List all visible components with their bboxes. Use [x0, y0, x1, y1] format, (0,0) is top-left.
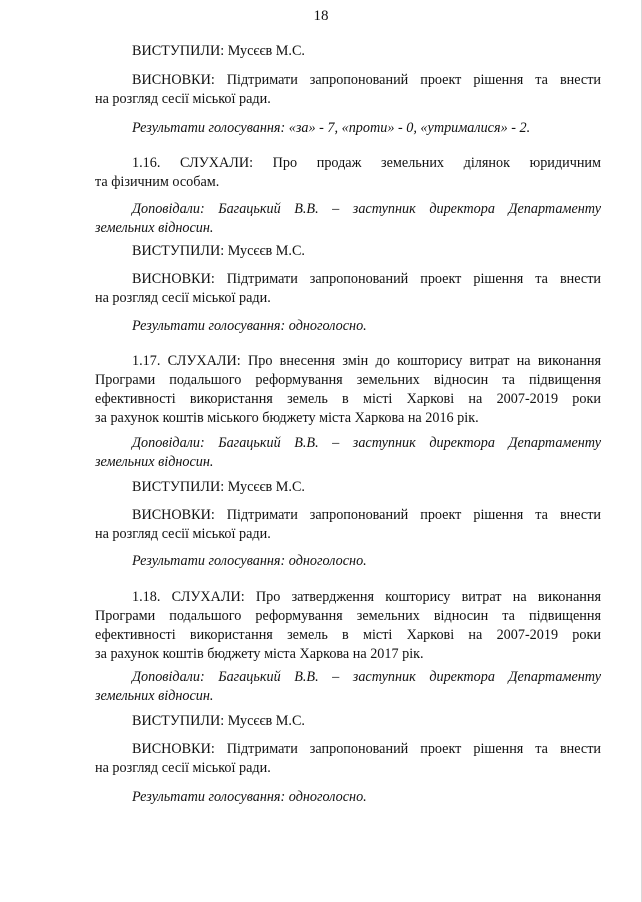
- speakers-text: ВИСТУПИЛИ: Мусєєв М.С.: [132, 713, 305, 729]
- conclusions-paragraph: [95, 270, 601, 308]
- heard-line: та фізичним особам.: [95, 174, 220, 190]
- vote-result: [95, 788, 601, 807]
- heard-line: 1.17. СЛУХАЛИ: Про внесення змін до кошторису витрат на виконання: [132, 353, 601, 369]
- reporter-line: Доповідали: Багацький В.В. – заступник директора Департаменту: [132, 669, 601, 685]
- conclusions-line: ВИСНОВКИ: Підтримати запропонований проект рішення та внести: [132, 741, 601, 757]
- speakers-paragraph: [95, 42, 601, 61]
- page-number: 18: [313, 8, 329, 24]
- heard-paragraph: [95, 588, 601, 664]
- heard-line: за рахунок коштів міського бюджету міста Харкова на 2016 рік.: [95, 410, 479, 426]
- reporter-paragraph: [95, 668, 601, 706]
- conclusions-line: на розгляд сесії міської ради.: [95, 760, 271, 776]
- conclusions-paragraph: [95, 506, 601, 544]
- heard-line: 1.16. СЛУХАЛИ: Про продаж земельних ділянок юридичним: [132, 155, 601, 171]
- vote-result-text: Результати голосування: одноголосно.: [132, 318, 367, 334]
- vote-result: [95, 317, 601, 336]
- conclusions-paragraph: [95, 740, 601, 778]
- vote-result: [95, 552, 601, 571]
- vote-result-text: Результати голосування: «за» - 7, «проти» - 0, «утрималися» - 2.: [132, 120, 531, 136]
- reporter-line: Доповідали: Багацький В.В. – заступник директора Департаменту: [132, 201, 601, 217]
- reporter-line: земельних відносин.: [95, 220, 214, 236]
- conclusions-line: ВИСНОВКИ: Підтримати запропонований проект рішення та внести: [132, 271, 601, 287]
- conclusions-line: на розгляд сесії міської ради.: [95, 91, 271, 107]
- speakers-paragraph: [95, 478, 601, 497]
- speakers-text: ВИСТУПИЛИ: Мусєєв М.С.: [132, 479, 305, 495]
- reporter-paragraph: [95, 200, 601, 238]
- conclusions-paragraph: [95, 71, 601, 109]
- vote-result-text: Результати голосування: одноголосно.: [132, 553, 367, 569]
- speakers-text: ВИСТУПИЛИ: Мусєєв М.С.: [132, 243, 305, 259]
- vote-result-text: Результати голосування: одноголосно.: [132, 789, 367, 805]
- reporter-line: земельних відносин.: [95, 454, 214, 470]
- heard-line: ефективності використання земель в місті Харкові на 2007-2019 роки: [95, 391, 601, 407]
- reporter-line: земельних відносин.: [95, 688, 214, 704]
- heard-line: ефективності використання земель в місті Харкові на 2007-2019 роки: [95, 627, 601, 643]
- conclusions-line: на розгляд сесії міської ради.: [95, 290, 271, 306]
- reporter-line: Доповідали: Багацький В.В. – заступник директора Департаменту: [132, 435, 601, 451]
- speakers-paragraph: [95, 712, 601, 731]
- heard-line: Програми подальшого реформування земельних відносин та підвищення: [95, 372, 601, 388]
- reporter-paragraph: [95, 434, 601, 472]
- conclusions-line: на розгляд сесії міської ради.: [95, 526, 271, 542]
- conclusions-line: ВИСНОВКИ: Підтримати запропонований проект рішення та внести: [132, 507, 601, 523]
- heard-line: Програми подальшого реформування земельних відносин та підвищення: [95, 608, 601, 624]
- conclusions-line: ВИСНОВКИ: Підтримати запропонований проект рішення та внести: [132, 72, 601, 88]
- heard-line: за рахунок коштів бюджету міста Харкова на 2017 рік.: [95, 646, 424, 662]
- heard-line: 1.18. СЛУХАЛИ: Про затвердження кошторису витрат на виконання: [132, 589, 601, 605]
- heard-paragraph: [95, 352, 601, 428]
- heard-paragraph: [95, 154, 601, 192]
- speakers-paragraph: [95, 242, 601, 261]
- speakers-text: ВИСТУПИЛИ: Мусєєв М.С.: [132, 43, 305, 59]
- vote-result: [95, 119, 601, 138]
